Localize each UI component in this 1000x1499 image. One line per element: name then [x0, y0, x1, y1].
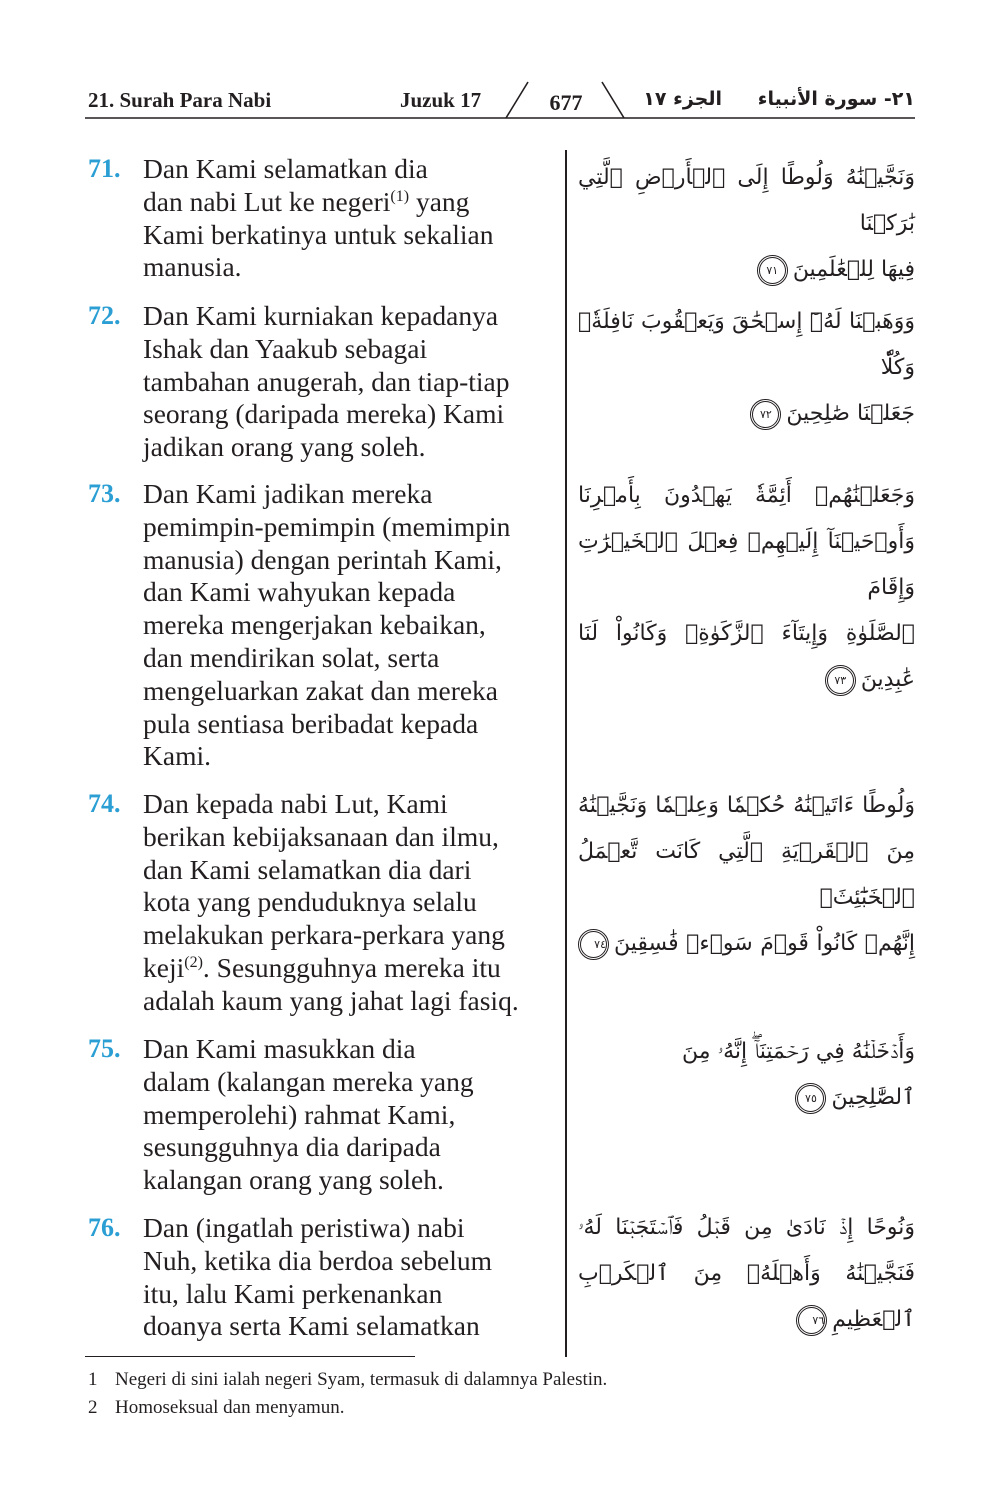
header-juz-label: Juzuk 17: [400, 88, 482, 112]
arabic-text: عَٰبِدِينَ: [860, 667, 915, 692]
arabic-line: [578, 657, 915, 703]
arabic-line: وَنَجَّيۡنَٰهُ وَلُوطًا إِلَى ٱلۡأَرۡضِ ٱلَّتِي بَٰرَكۡنَا: [578, 165, 915, 236]
translation-line: adalah kaum yang jahat lagi fasiq.: [143, 984, 519, 1016]
header-surah-arabic: ٢١- سورة الأنبياء: [757, 88, 915, 110]
arabic-line: [578, 391, 915, 437]
arabic-line: [578, 1251, 915, 1343]
verse-arabic: [578, 1205, 915, 1343]
translation-line: Ishak dan Yaakub sebagai: [143, 332, 428, 364]
arabic-text: فِيهَا لِلۡعَٰلَمِينَ: [792, 257, 915, 282]
translation-line: Dan (ingatlah peristiwa) nabi: [143, 1212, 465, 1243]
translation-line: seorang (daripada mereka) Kami: [143, 398, 505, 430]
translation-line: Dan Kami selamatkan dia: [143, 153, 428, 184]
translation-line: sesungguhnya dia daripada: [143, 1131, 441, 1163]
footnote: [88, 1395, 345, 1421]
arabic-line: مِنَ ٱلۡقَرۡيَةِ ٱلَّتِي كَانَت تَّعۡمَلُ ٱلۡخَبَٰٓئِثَۚ: [578, 839, 915, 910]
translation-line: doanya serta Kami selamatkan: [143, 1310, 480, 1342]
translation-line: mengeluarkan zakat dan mereka: [143, 674, 499, 706]
translation-line: Nuh, ketika dia berdoa sebelum: [143, 1244, 492, 1276]
translation-text: dan nabi Lut ke negeri: [143, 185, 391, 217]
footnote-text: Negeri di sini ialah negeri Syam, termasuk di dalamnya Palestin.: [115, 1369, 608, 1390]
page-number: 677: [549, 90, 583, 115]
translation-line: kalangan orang yang soleh.: [143, 1164, 444, 1196]
translation-line: mereka mengerjakan kebaikan,: [143, 609, 486, 641]
arabic-line: [578, 921, 915, 967]
translation-line: itu, lalu Kami perkenankan: [143, 1277, 443, 1309]
translation-line: berikan kebijaksanaan dan ilmu,: [143, 820, 499, 852]
verse-translation: [143, 153, 558, 284]
arabic-line: [578, 1075, 915, 1121]
translation-line: tambahan anugerah, dan tiap-tiap: [143, 365, 510, 397]
translation-line: melakukan perkara-perkara yang: [143, 919, 505, 951]
translation-line: memperolehi) rahmat Kami,: [143, 1098, 456, 1130]
translation-line: pemimpin-pemimpin (memimpin: [143, 510, 511, 542]
translation-line: jadikan orang yang soleh.: [143, 431, 426, 463]
arabic-line: وَلُوطًا ءَاتَيۡنَٰهُ حُكۡمٗا وَعِلۡمٗا وَنَجَّيۡنَٰهُ: [578, 793, 915, 818]
header-surah-title: 21. Surah Para Nabi: [88, 88, 272, 112]
footnote-ref: (1): [390, 187, 410, 205]
arabic-line: وَنُوحًا إِذۡ نَادَىٰ مِن قَبۡلُ فَٱسۡتَجَبۡنَا لَهُۥ: [578, 1215, 915, 1240]
footnote-text: Homoseksual dan menyamun.: [115, 1397, 345, 1418]
verse-number: 71.: [88, 154, 121, 183]
ayah-marker: ٧٥: [795, 1083, 826, 1114]
translation-text: . Sesungguhnya mereka itu: [202, 951, 501, 983]
translation-line: manusia) dengan perintah Kami,: [143, 543, 502, 575]
translation-text: yang: [409, 185, 470, 217]
ayah-marker: ٧٦: [796, 1305, 827, 1336]
arabic-line: [578, 247, 915, 293]
arabic-line: وَأَوۡحَيۡنَآ إِلَيۡهِمۡ فِعۡلَ ٱلۡخَيۡرَٰتِ وَإِقَامَ: [578, 529, 915, 600]
verse-translation: [143, 300, 558, 464]
verse-arabic: [578, 299, 915, 437]
arabic-text: إِنَّهُمۡ كَانُواْ قَوۡمَ سَوۡءٖ فَٰسِقِينَ: [614, 931, 915, 956]
translation-line: dalam (kalangan mereka yang: [143, 1065, 474, 1097]
verse-number: 75.: [88, 1034, 121, 1063]
arabic-text: ٱلصَّٰلِحِينَ: [831, 1085, 915, 1110]
verse-arabic: [578, 473, 915, 703]
translation-line: Dan Kami kurniakan kepadanya: [143, 300, 499, 331]
translation-line: pula sentiasa beribadat kepada: [143, 707, 479, 739]
translation-text: keji: [143, 951, 185, 983]
ayah-marker: ٧٣: [825, 665, 856, 696]
verse-number: 73.: [88, 479, 121, 508]
translation-line: Dan kepada nabi Lut, Kami: [143, 788, 448, 819]
footnote: [88, 1367, 607, 1393]
ayah-marker: ٧١: [757, 255, 788, 286]
verse-translation: [143, 1212, 558, 1343]
translation-line: kota yang penduduknya selalu: [143, 886, 477, 918]
ayah-marker: ٧٢: [750, 399, 781, 430]
footnote-rule: [85, 1356, 415, 1357]
verse-number: 72.: [88, 301, 121, 330]
verse-arabic: [578, 155, 915, 293]
arabic-line: وَأَدۡخَلۡنَٰهُ فِي رَحۡمَتِنَآۖ إِنَّهُۥ مِنَ: [682, 1039, 915, 1064]
header-juz-arabic: الجزء ١٧: [643, 88, 722, 110]
footnote-ref: (2): [184, 953, 203, 971]
translation-line: Dan Kami jadikan mereka: [143, 478, 433, 509]
translation-line: dan Kami selamatkan dia dari: [143, 853, 472, 885]
footnote-number: 2: [88, 1397, 98, 1418]
verse-translation: [143, 788, 558, 1018]
verse-translation: [143, 478, 558, 773]
arabic-line: ٱلصَّلَوٰةِ وَإِيتَآءَ ٱلزَّكَوٰةِۖ وَكَانُواْ لَنَا: [578, 621, 915, 646]
column-divider: [565, 150, 567, 1357]
translation-line: Dan Kami masukkan dia: [143, 1033, 416, 1064]
verse-arabic: [578, 1029, 915, 1121]
arabic-line: وَجَعَلۡنَٰهُمۡ أَئِمَّةٗ يَهۡدُونَ بِأَمۡرِنَا: [578, 483, 915, 508]
footnote-number: 1: [88, 1369, 98, 1390]
translation-line: [143, 186, 558, 219]
arabic-line: وَوَهَبۡنَا لَهُۥٓ إِسۡحَٰقَ وَيَعۡقُوبَ نَافِلَةٗۖ وَكُلّٗا: [578, 309, 915, 380]
translation-line: Kami berkatinya untuk sekalian: [143, 218, 494, 250]
verse-number: 76.: [88, 1213, 121, 1242]
translation-line: dan Kami wahyukan kepada: [143, 576, 456, 608]
arabic-text: فَنَجَّيۡنَٰهُ وَأَهۡلَهُۥ مِنَ ٱلۡكَرۡبِ ٱلۡعَظِيمِ: [578, 1261, 915, 1332]
verse-number: 74.: [88, 789, 121, 818]
translation-line: manusia.: [143, 251, 242, 283]
translation-line: [143, 952, 558, 985]
translation-line: dan mendirikan solat, serta: [143, 641, 440, 673]
ayah-marker: ٧٤: [578, 929, 609, 960]
verse-arabic: [578, 783, 915, 967]
arabic-text: جَعَلۡنَا صَٰلِحِينَ: [786, 401, 915, 426]
translation-line: Kami.: [143, 740, 211, 772]
verse-translation: [143, 1033, 558, 1197]
